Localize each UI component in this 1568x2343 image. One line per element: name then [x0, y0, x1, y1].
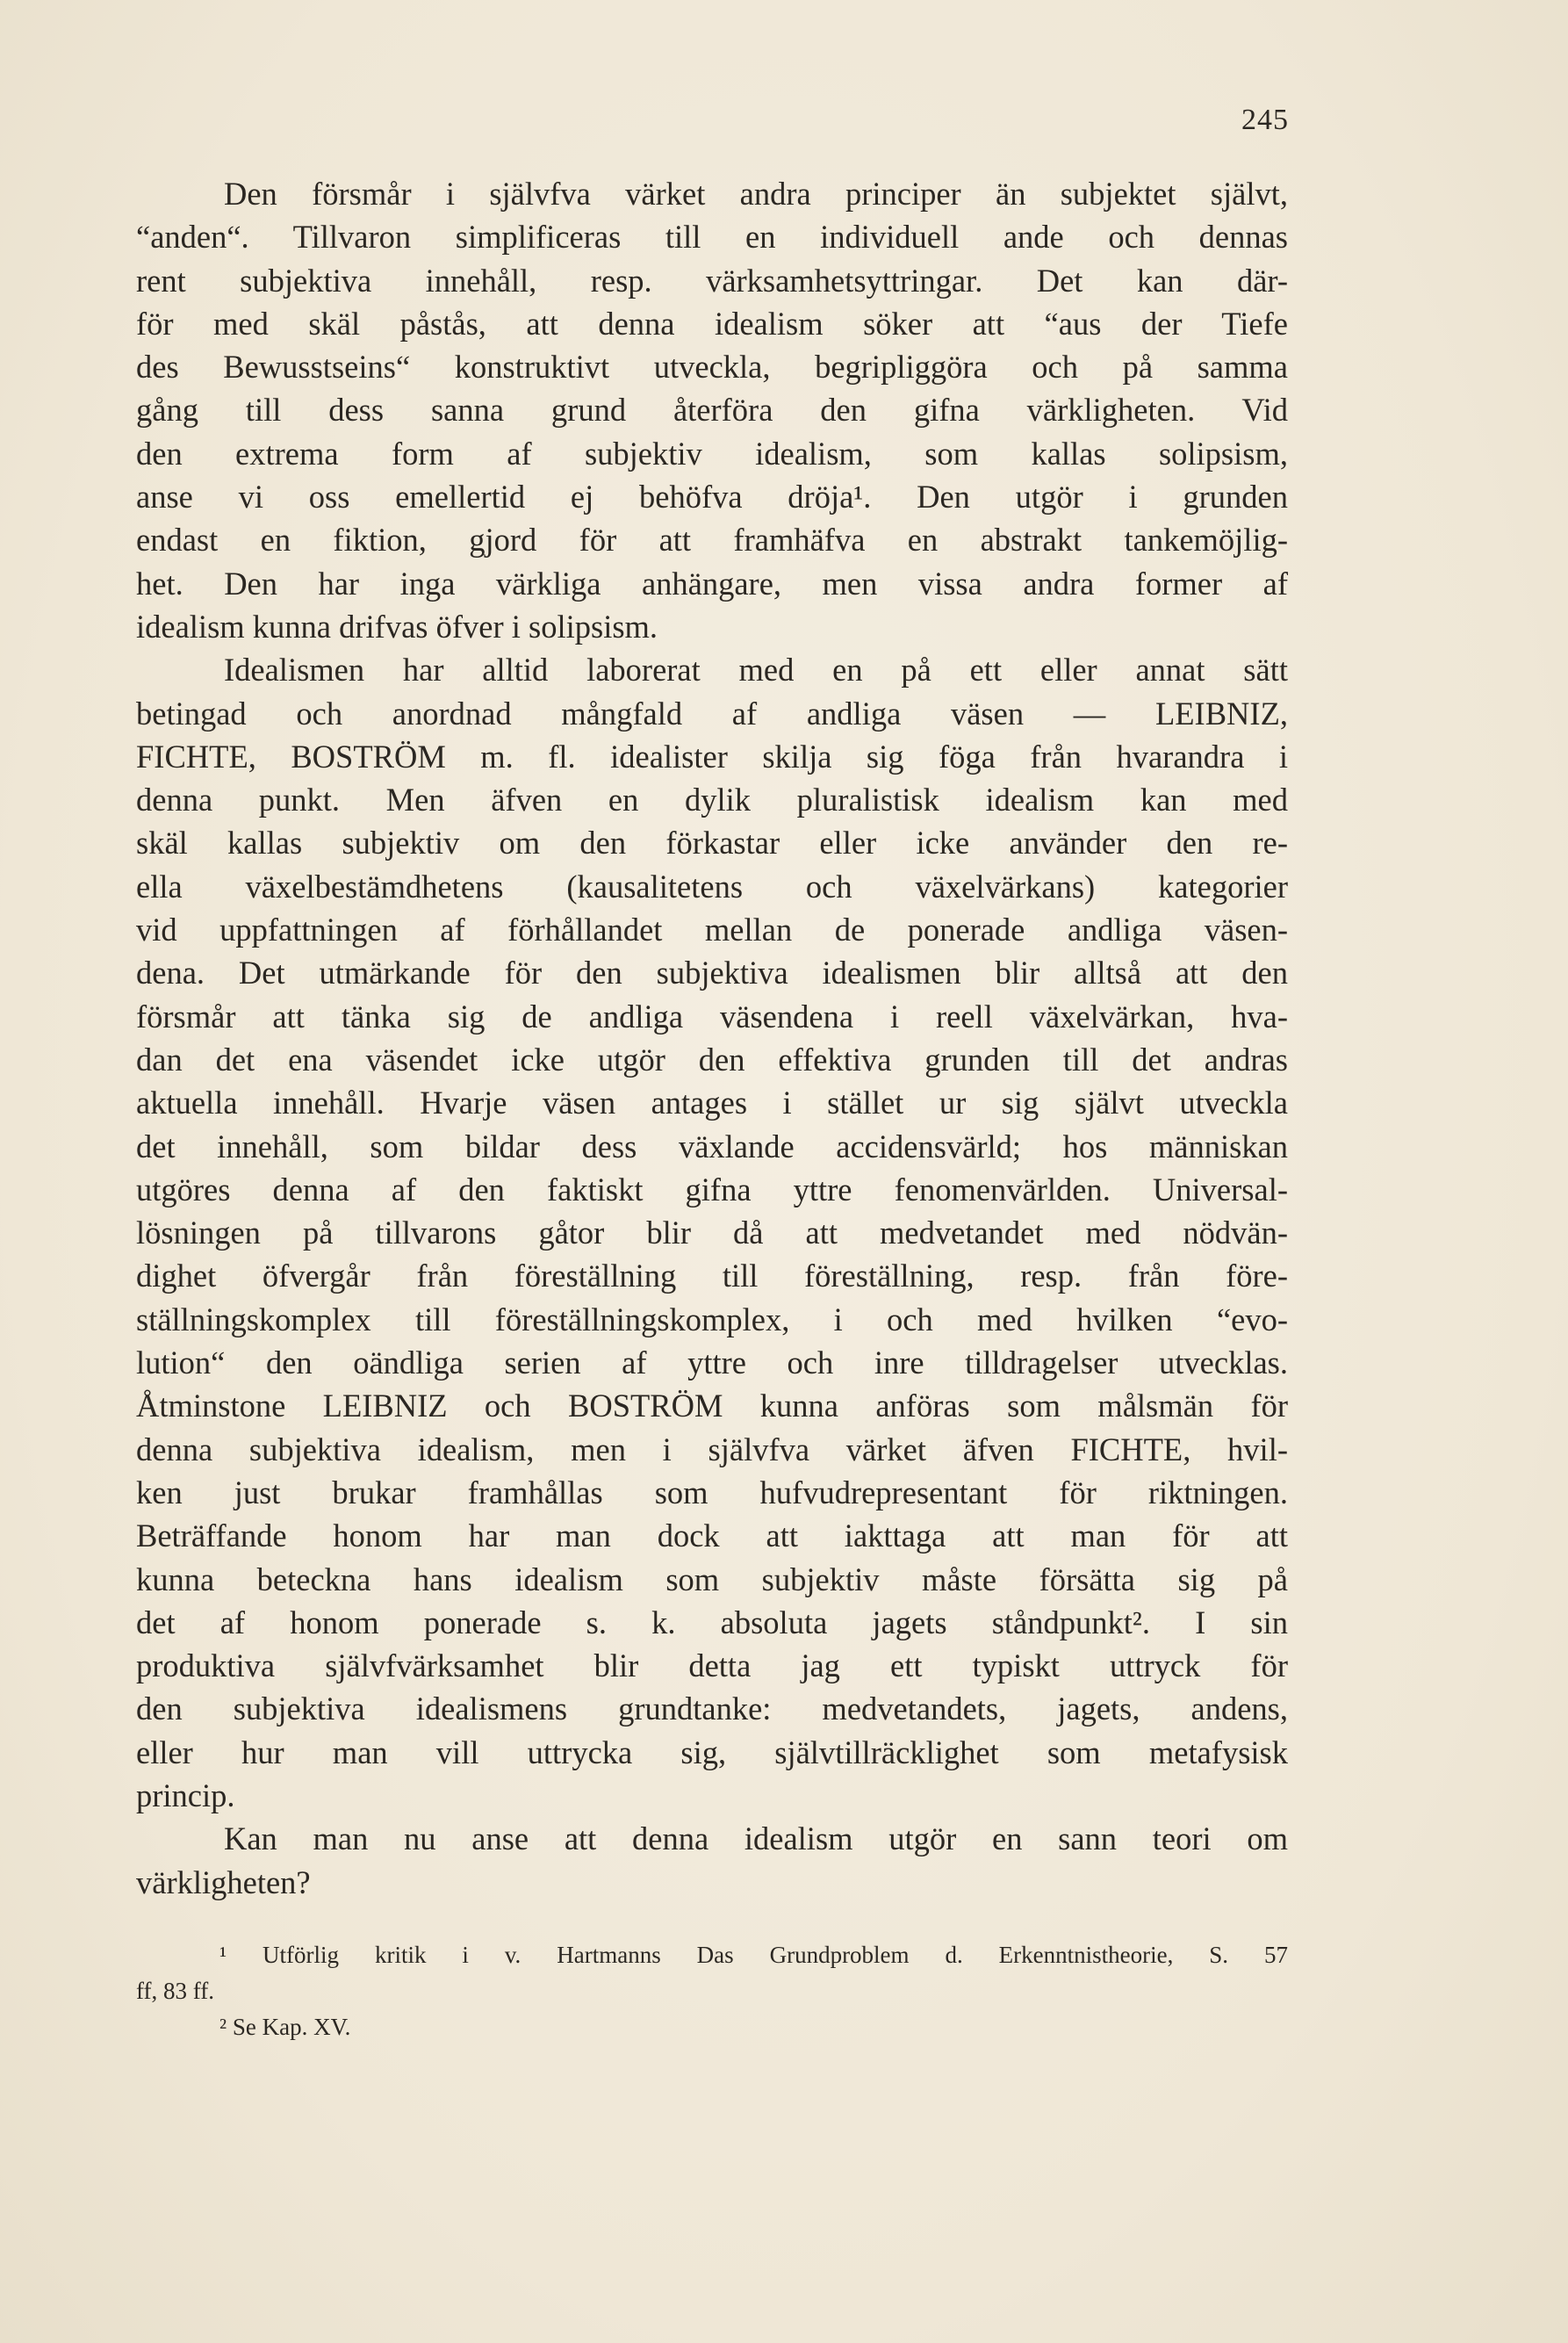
text-line: betingad och anordnad mångfald af andliga väsen — LEIBNIZ, [136, 695, 1288, 732]
text-line: FICHTE, BOSTRÖM m. fl. idealister skilja sig föga från hvarandra i [136, 738, 1288, 775]
text-line: försmår att tänka sig de andliga väsendena i reell växelvärkan, hva- [136, 998, 1288, 1035]
text-line: des Bewusstseins“ konstruktivt utveckla, begripliggöra och på samma [136, 349, 1288, 386]
text-line: dena. Det utmärkande för den subjektiva idealismen blir alltså att den [136, 955, 1288, 991]
text-line: ställningskomplex till föreställningskomplex, i och med hvilken “evo- [136, 1301, 1288, 1337]
text-line: Kan man nu anse att denna idealism utgör en sann teori om [224, 1820, 1288, 1857]
text-line: Beträffande honom har man dock att iakttaga att man för att [136, 1518, 1288, 1554]
text-line: gång till dess sanna grund återföra den gifna värkligheten. Vid [136, 392, 1288, 429]
text-line: produktiva självfvärksamhet blir detta jag ett typiskt uttryck för [136, 1647, 1288, 1684]
text-line: princip. [136, 1777, 235, 1813]
text-line: den subjektiva idealismens grundtanke: medvetandets, jagets, andens, [136, 1691, 1288, 1727]
text-line: denna subjektiva idealism, men i självfva värket äfven FICHTE, hvil- [136, 1431, 1288, 1467]
text-line: anse vi oss emellertid ej behöfva dröja¹. Den utgör i grunden [136, 479, 1288, 515]
text-line: endast en fiktion, gjord för att framhäfva en abstrakt tankemöjlig- [136, 522, 1288, 559]
text-line: denna punkt. Men äfven en dylik pluralistisk idealism kan med [136, 782, 1288, 818]
body-text [136, 172, 1288, 1904]
text-line: den extrema form af subjektiv idealism, som kallas solipsism, [136, 435, 1288, 472]
text-line: ken just brukar framhållas som hufvudrepresentant för riktningen. [136, 1474, 1288, 1510]
text-line: idealism kunna drifvas öfver i solipsism. [136, 608, 658, 645]
text-line: lution“ den oändliga serien af yttre och inre tilldragelser utvecklas. [136, 1345, 1288, 1381]
page-number: 245 [1241, 104, 1289, 136]
text-line: het. Den har inga värkliga anhängare, men vissa andra former af [136, 565, 1288, 602]
text-line: eller hur man vill uttrycka sig, självtillräcklighet som metafysisk [136, 1734, 1288, 1770]
text-line: Den försmår i självfva värket andra principer än subjektet självt, [224, 176, 1288, 212]
text-line: “anden“. Tillvaron simplificeras till en individuell ande och dennas [136, 219, 1288, 256]
text-line: lösningen på tillvarons gåtor blir då att medvetandet med nödvän- [136, 1215, 1288, 1251]
text-line: Idealismen har alltid laborerat med en på ett eller annat sätt [224, 652, 1288, 688]
text-line: för med skäl påstås, att denna idealism söker att “aus der Tiefe [136, 305, 1288, 342]
text-line: skäl kallas subjektiv om den förkastar eller icke använder den re- [136, 825, 1288, 862]
text-line: aktuella innehåll. Hvarje väsen antages i stället ur sig självt utveckla [136, 1085, 1288, 1121]
footnote-line: ff, 83 ff. [136, 1978, 214, 2004]
text-line: Åtminstone LEIBNIZ och BOSTRÖM kunna anföras som målsmän för [136, 1388, 1288, 1424]
text-line: dighet öfvergår från föreställning till föreställning, resp. från före- [136, 1258, 1288, 1294]
text-line: det innehåll, som bildar dess växlande accidensvärld; hos människan [136, 1128, 1288, 1164]
footnotes [136, 1937, 1288, 2045]
footnote-line: ² Se Kap. XV. [219, 2014, 351, 2040]
text-line: kunna beteckna hans idealism som subjektiv måste försätta sig på [136, 1561, 1288, 1597]
text-line: ella växelbestämdhetens (kausalitetens och växelvärkans) kategorier [136, 868, 1288, 905]
footnote-line: ¹ Utförlig kritik i v. Hartmanns Das Grundproblem d. Erkenntnistheorie, S. 57 [219, 1942, 1288, 1968]
text-line: det af honom ponerade s. k. absoluta jagets ståndpunkt². I sin [136, 1604, 1288, 1640]
text-line: dan det ena väsendet icke utgör den effektiva grunden till det andras [136, 1041, 1288, 1078]
text-line: värkligheten? [136, 1864, 311, 1900]
text-line: rent subjektiva innehåll, resp. värksamhetsyttringar. Det kan där- [136, 262, 1288, 299]
text-line: utgöres denna af den faktiskt gifna yttre fenomenvärlden. Universal- [136, 1171, 1288, 1208]
text-line: vid uppfattningen af förhållandet mellan de ponerade andliga väsen- [136, 912, 1288, 948]
